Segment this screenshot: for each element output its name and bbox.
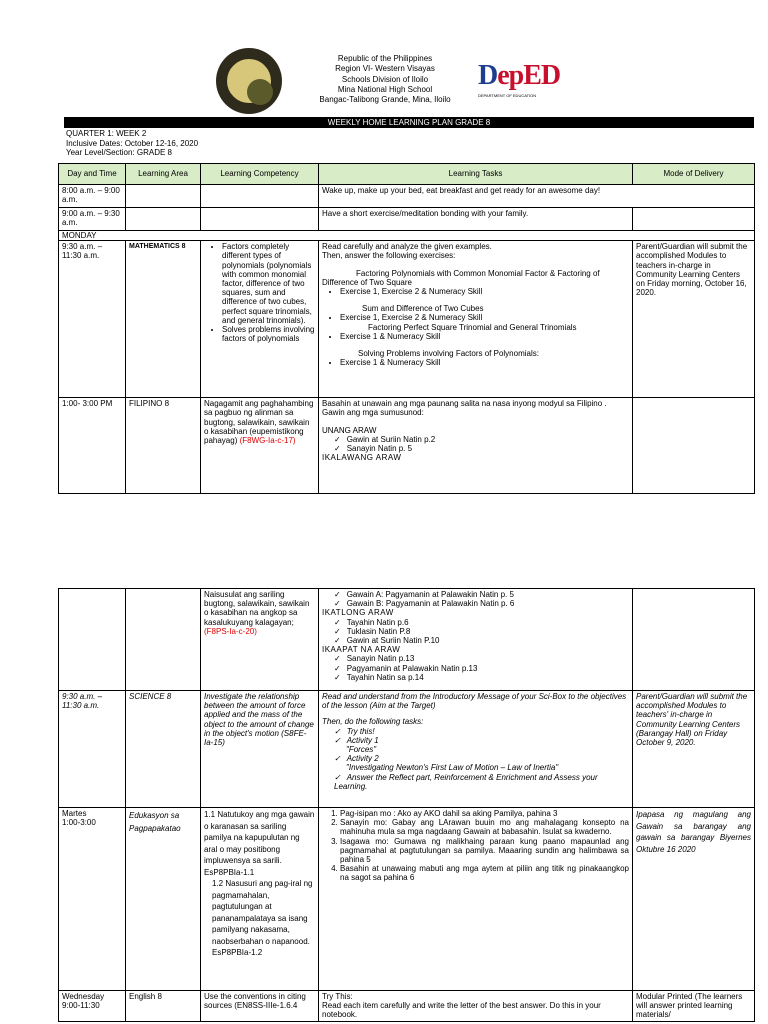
task-cell: Wake up, make up your bed, eat breakfast and get ready for an awesome day!: [319, 185, 755, 208]
plan-meta: [66, 129, 198, 158]
time-cell: 9:30 a.m. – 11:30 a.m.: [59, 241, 126, 398]
header-line: Republic of the Philippines: [337, 54, 433, 63]
learning-plan-table: [58, 163, 755, 494]
deped-subtitle: DEPARTMENT OF EDUCATION: [478, 93, 537, 98]
competency-cell: Investigate the relationship between the amount of force applied and the mass of the object to the amount of change in the object's motion (S8FE-Ia-15): [201, 691, 319, 808]
competency-cell: • Factors completely different types of polynomials (polynomials with common monomial factor, difference of two squares, sum and difference of two cubes, perfect square trinomials, and general trinomials). • Solves problems involving factors of polynomials: [201, 241, 319, 398]
task-cell: 1. Pag-isipan mo : Ako ay AKO dahil sa aking Pamilya, pahina 3 2. Sanayin mo: Gabay ang LArawan buuin mo ang mahalagang konsepto na mahinuha mula sa mga nagdaang Gawain at babasahin. Isulat sa kwaderno. 3. Isagawa mo: Gumawa ng malikhaing paraan kung paano mapaunlad ang pagmamahal at pagtutulungan sa pamilya. Maaaring sundin ang halimbawa sa pahina 5 4. Basahin at unawaing mabuti ang mga aytem at piliin ang titik ng pinakaangkop na sagot sa pahina 6: [319, 808, 633, 991]
col-header: Learning Competency: [201, 164, 319, 185]
learning-area-cell: FILIPINO 8: [126, 398, 201, 494]
task-cell: ✓ Gawain A: Pagyamanin at Palawakin Natin p. 5 ✓ Gawain B: Pagyamanin at Palawakin Natin p. 6 IKATLONG ARAW ✓ Tayahin Natin p.6 ✓ Tuklasin Natin P.8 ✓ Gawin at Suriin Natin P.10 IKAAPAT NA ARAW ✓ Sanayin Natin p.13 ✓ Pagyamanin at Palawakin Natin p.13 ✓ Tayahin Natin sa p.14: [319, 589, 633, 691]
header-line: Bangac-Talibong Grande, Mina, Iloilo: [319, 95, 451, 105]
table-row: [59, 589, 755, 691]
col-header: Learning Tasks: [319, 164, 633, 185]
year-level-section: Year Level/Section: GRADE 8: [66, 148, 172, 157]
header-line: Region VI- Western Visayas: [335, 64, 435, 74]
mode-cell: Ipapasa ng magulang ang Gawain sa barangay ang gawain sa barangay Biyernes Oktubre 16 2020: [633, 808, 755, 991]
competency-cell: Nagagamit ang paghahambing sa pagbuo ng alinman sa bugtong, salawikain, sawikain o kasabihan (eupemistikong pahayag) (F8WG-Ia-c-17): [201, 398, 319, 494]
competency-cell: Naisusulat ang sariling bugtong, salawikain, sawikain o kasabihan na angkop sa kasalukuyang kalagayan; (F8PS-Ia-c-20): [201, 589, 319, 691]
inclusive-dates: Inclusive Dates: October 12-16, 2020: [66, 138, 199, 148]
time-cell: Wednesday 9:00-11:30: [59, 991, 126, 1022]
plan-title-banner: WEEKLY HOME LEARNING PLAN GRADE 8: [64, 117, 754, 128]
page-break: [0, 552, 768, 576]
day-row: [59, 231, 755, 241]
mode-cell: Parent/Guardian will submit the accomplished Modules to teachers' in-charge in Community Learning Centers (Barangay Hall) on Friday October 9, 2020.: [633, 691, 755, 808]
page-two: [0, 576, 768, 1024]
document-header: [0, 0, 768, 116]
table-row: [59, 691, 755, 808]
time-cell: 9:00 a.m. – 9:30 a.m.: [59, 208, 126, 231]
table-row: [59, 398, 755, 494]
learning-area-cell: SCIENCE 8: [126, 691, 201, 808]
table-row: [59, 241, 755, 398]
learning-area-cell: Edukasyon sa Pagpapakatao: [126, 808, 201, 991]
learning-plan-table-continued: [58, 588, 755, 1022]
table-header-row: [59, 164, 755, 185]
col-header: Learning Area: [126, 164, 201, 185]
quarter-label: QUARTER 1: WEEK 2: [66, 129, 147, 138]
school-seal-logo: [216, 48, 282, 114]
time-cell: 8:00 a.m. – 9:00 a.m.: [59, 185, 126, 208]
task-cell: Have a short exercise/meditation bonding with your family.: [319, 208, 633, 231]
competency-cell: 1.1 Natutukoy ang mga gawain o karanasan sa sariling pamilya na kapupulutan ng aral o may positibong impluwensya sa sarili. EsP8PBIa-1.1 1.2 Nasusuri ang pag-iral ng pagmamahalan, pagtutulungan at pananampalataya sa isang pamilyang nakasama, naobserbahan o napanood. EsP8PBIa-1.2: [201, 808, 319, 991]
table-row: [59, 185, 755, 208]
task-cell: Read and understand from the Introductory Message of your Sci-Box to the objectives of the lesson (Aim at the Target) Then, do the following tasks: ✓ Try this! ✓ Activity 1 "Forces" ✓ Activity 2 "Investigating Newton's First Law of Motion – Law of Inertia" ✓ Answer the Reflect part, Reinforcement & Enrichment and Assess your Learning.: [319, 691, 633, 808]
mode-cell: Parent/Guardian will submit the accomplished Modules to teachers in-charge in Community Learning Centers on Friday morning, October 16, 2020.: [633, 241, 755, 398]
school-address: [300, 54, 470, 105]
time-cell: Martes 1:00-3:00: [59, 808, 126, 991]
mode-cell: Modular Printed (The learners will answer printed learning materials/: [633, 991, 755, 1022]
learning-area-cell: English 8: [126, 991, 201, 1022]
time-cell: 9:30 a.m. – 11:30 a.m.: [59, 691, 126, 808]
col-header: Mode of Delivery: [633, 164, 755, 185]
competency-cell: Use the conventions in citing sources (EN8SS-IIIe-1.6.4: [201, 991, 319, 1022]
learning-area-cell: MATHEMATICS 8: [126, 241, 201, 398]
header-line: Schools Division of Iloilo: [341, 74, 429, 84]
deped-logo: DepED DEPARTMENT OF EDUCATION: [478, 60, 561, 98]
time-cell: 1:00- 3:00 PM: [59, 398, 126, 494]
task-cell: Basahin at unawain ang mga paunang salita na nasa inyong modyul sa Filipino . Gawin ang mga sumusunod: UNANG ARAW ✓ Gawin at Suriin Natin p.2 ✓ Sanayin Natin p. 5 IKALAWANG ARAW: [319, 398, 633, 494]
header-line: Mina National High School: [337, 84, 433, 94]
col-header: Day and Time: [59, 164, 126, 185]
task-cell: Try This: Read each item carefully and write the letter of the best answer. Do this in your notebook.: [319, 991, 633, 1022]
table-row: [59, 208, 755, 231]
table-row: [59, 808, 755, 991]
table-row: [59, 991, 755, 1022]
task-cell: Read carefully and analyze the given examples. Then, answer the following exercises: Factoring Polynomials with Common Monomial Factor & Factoring of Difference of Two Square • Exercise 1, Exercise 2 & Numeracy Skill Sum and Difference of Two Cubes • Exercise 1, Exercise 2 & Numeracy Skill Factoring Perfect Square Trinomial and General Trinomials • Exercise 1 & Numeracy Skill Solving Problems involving Factors of Polynomials: • Exercise 1 & Numeracy Skill: [319, 241, 633, 398]
day-label: MONDAY: [59, 231, 755, 241]
